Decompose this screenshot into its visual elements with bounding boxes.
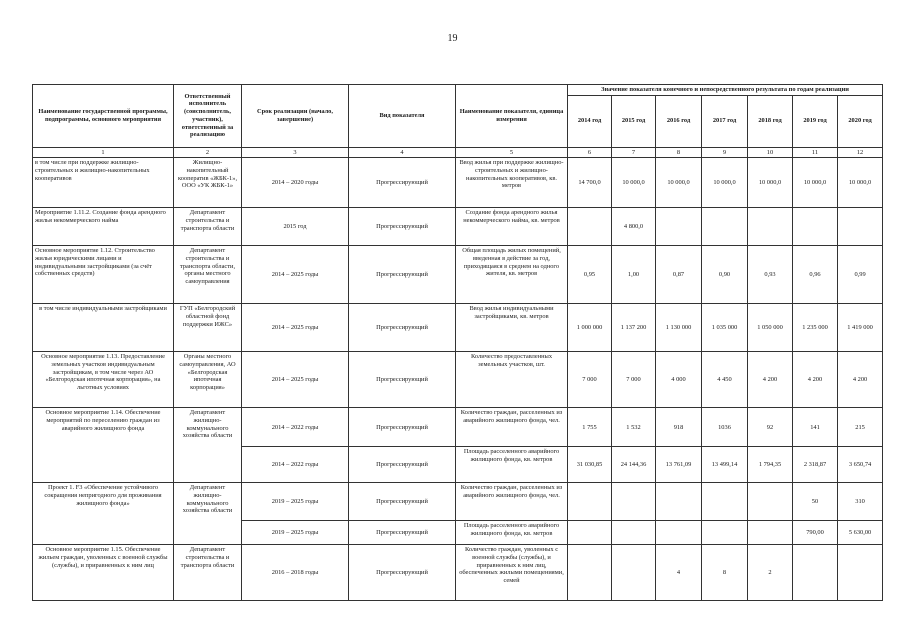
value-cell: 0,87 [656, 246, 702, 304]
indicator-type: Прогрессирующий [349, 408, 456, 447]
header-indicator-name: Наименование показателя, единица измерения [456, 85, 568, 148]
indicator-name: Количество граждан, расселенных из аварийного жилищного фонда, чел. [456, 483, 568, 521]
value-cell: 1 235 000 [793, 304, 838, 352]
value-cell: 1036 [702, 408, 748, 447]
value-cell [656, 521, 702, 545]
indicator-name: Ввод жилья при поддержке жилищно-строительных и жилищно-накопительных кооперативов, кв. метров [456, 158, 568, 208]
program-name: Основное мероприятие 1.12. Строительство жилья юридическими лицами и индивидуальными застройщиками (за счёт собственных средств) [33, 246, 174, 304]
program-name: Основное мероприятие 1.13. Предоставление земельных участков индивидуальным застройщикам, в том числе через АО «Белгородская ипотечная корпорация», на льготных условиях [33, 352, 174, 408]
term: 2014 – 2025 годы [242, 246, 349, 304]
executor: Жилищно-накопительный кооператив «ЖБК-1», ООО «УК ЖБК-1» [174, 158, 242, 208]
column-number: 6 [568, 147, 612, 158]
value-cell: 3 650,74 [838, 447, 883, 483]
value-cell [568, 208, 612, 246]
header-year: 2014 год [568, 95, 612, 147]
value-cell: 31 030,85 [568, 447, 612, 483]
program-name: Основное мероприятие 1.15. Обеспечение жильем граждан, уволенных с военной службы (службы), и приравненных к ним лиц [33, 545, 174, 601]
program-name: Основное мероприятие 1.14. Обеспечение мероприятий по переселению граждан из аварийного жилищного фонда [33, 408, 174, 483]
value-cell [568, 521, 612, 545]
indicator-type: Прогрессирующий [349, 483, 456, 521]
value-cell: 10 000,0 [702, 158, 748, 208]
term: 2019 – 2025 годы [242, 521, 349, 545]
indicator-name: Создание фонда арендного жилья некоммерческого найма, кв. метров [456, 208, 568, 246]
indicator-name: Количество предоставленных земельных участков, шт. [456, 352, 568, 408]
value-cell: 7 000 [612, 352, 656, 408]
table-row [33, 408, 883, 447]
column-number: 5 [456, 147, 568, 158]
value-cell [612, 521, 656, 545]
header-year: 2017 год [702, 95, 748, 147]
value-cell: 0,90 [702, 246, 748, 304]
value-cell: 10 000,0 [838, 158, 883, 208]
value-cell: 141 [793, 408, 838, 447]
executor: Органы местного самоуправления, АО «Белгородская ипотечная корпорация» [174, 352, 242, 408]
header-term: Срок реализации (начало, завершение) [242, 85, 349, 148]
executor: Департамент жилищно-коммунального хозяйства области [174, 408, 242, 483]
program-name: в том числе при поддержке жилищно-строительных и жилищно-накопительных кооперативов [33, 158, 174, 208]
term: 2014 – 2022 годы [242, 408, 349, 447]
indicator-type: Прогрессирующий [349, 246, 456, 304]
term: 2014 – 2025 годы [242, 304, 349, 352]
value-cell: 310 [838, 483, 883, 521]
value-cell [748, 483, 793, 521]
value-cell: 1 755 [568, 408, 612, 447]
value-cell: 0,96 [793, 246, 838, 304]
value-cell: 4 800,0 [612, 208, 656, 246]
value-cell: 1 137 200 [612, 304, 656, 352]
column-number: 2 [174, 147, 242, 158]
column-number: 10 [748, 147, 793, 158]
value-cell: 1 035 000 [702, 304, 748, 352]
indicator-name: Площадь расселенного аварийного жилищного фонда, кв. метров [456, 521, 568, 545]
value-cell [656, 483, 702, 521]
table-row [33, 352, 883, 408]
indicator-name: Общая площадь жилых помещений, введенная в действие за год, приходящаяся в среднем на одного жителя, кв. метров [456, 246, 568, 304]
value-cell: 5 630,00 [838, 521, 883, 545]
indicator-name: Ввод жилья индивидуальными застройщиками, кв. метров [456, 304, 568, 352]
value-cell: 0,93 [748, 246, 793, 304]
value-cell: 4 000 [656, 352, 702, 408]
table-row [33, 158, 883, 208]
value-cell: 4 450 [702, 352, 748, 408]
program-name: Мероприятие 1.11.2. Создание фонда арендного жилья некоммерческого найма [33, 208, 174, 246]
value-cell: 0,95 [568, 246, 612, 304]
term: 2016 – 2018 годы [242, 545, 349, 601]
value-cell [702, 483, 748, 521]
value-cell: 7 000 [568, 352, 612, 408]
executor: Департамент строительства и транспорта области, органы местного самоуправления [174, 246, 242, 304]
indicator-type: Прогрессирующий [349, 545, 456, 601]
column-number: 11 [793, 147, 838, 158]
header-year: 2015 год [612, 95, 656, 147]
value-cell: 1 419 000 [838, 304, 883, 352]
indicator-type: Прогрессирующий [349, 208, 456, 246]
value-cell [793, 545, 838, 601]
value-cell [702, 208, 748, 246]
executor: ГУП «Белгородский областной фонд поддержки ИЖС» [174, 304, 242, 352]
value-cell [748, 208, 793, 246]
term: 2019 – 2025 годы [242, 483, 349, 521]
indicator-type: Прогрессирующий [349, 158, 456, 208]
header-year: 2020 год [838, 95, 883, 147]
indicators-table [32, 84, 883, 601]
value-cell: 4 200 [793, 352, 838, 408]
page-number: 19 [447, 33, 458, 44]
header-year: 2016 год [656, 95, 702, 147]
indicator-type: Прогрессирующий [349, 352, 456, 408]
value-cell [838, 208, 883, 246]
program-name: Проект 1. F3 «Обеспечение устойчивого сокращения непригодного для проживания жилищного фонда» [33, 483, 174, 545]
indicator-name: Количество граждан, уволенных с военной службы (службы), и приравненных к ним лиц, обеспеченных жилыми помещениями, семей [456, 545, 568, 601]
value-cell [702, 521, 748, 545]
value-cell: 10 000,0 [748, 158, 793, 208]
table-row [33, 208, 883, 246]
value-cell: 1 130 000 [656, 304, 702, 352]
value-cell: 1,00 [612, 246, 656, 304]
value-cell [612, 483, 656, 521]
indicator-type: Прогрессирующий [349, 521, 456, 545]
header-indicator-type: Вид показателя [349, 85, 456, 148]
value-cell: 790,00 [793, 521, 838, 545]
executor: Департамент жилищно-коммунального хозяйства области [174, 483, 242, 545]
value-cell: 4 [656, 545, 702, 601]
value-cell: 10 000,0 [612, 158, 656, 208]
value-cell [568, 545, 612, 601]
indicator-name: Количество граждан, расселенных из аварийного жилищного фонда, чел. [456, 408, 568, 447]
value-cell: 1 000 000 [568, 304, 612, 352]
term: 2014 – 2020 годы [242, 158, 349, 208]
value-cell: 50 [793, 483, 838, 521]
value-cell [793, 208, 838, 246]
indicator-type: Прогрессирующий [349, 447, 456, 483]
value-cell: 13 761,09 [656, 447, 702, 483]
value-cell: 8 [702, 545, 748, 601]
value-cell [838, 545, 883, 601]
value-cell: 4 200 [838, 352, 883, 408]
value-cell: 10 000,0 [656, 158, 702, 208]
table-row [33, 304, 883, 352]
column-number: 4 [349, 147, 456, 158]
value-cell [748, 521, 793, 545]
value-cell [656, 208, 702, 246]
header-executor: Ответственный исполнитель (соисполнитель, участник), ответственный за реализацию [174, 85, 242, 148]
header-name: Наименование государственной программы, подпрограммы, основного мероприятия [33, 85, 174, 148]
column-number: 7 [612, 147, 656, 158]
value-cell: 10 000,0 [793, 158, 838, 208]
program-name: в том числе индивидуальными застройщиками [33, 304, 174, 352]
value-cell: 1 794,35 [748, 447, 793, 483]
value-cell: 1 050 000 [748, 304, 793, 352]
value-cell: 14 700,0 [568, 158, 612, 208]
column-number: 1 [33, 147, 174, 158]
header-values-group: Значение показателя конечного и непосредственного результата по годам реализации [568, 85, 883, 96]
value-cell: 918 [656, 408, 702, 447]
header-year: 2019 год [793, 95, 838, 147]
value-cell: 1 532 [612, 408, 656, 447]
indicator-name: Площадь расселенного аварийного жилищного фонда, кв. метров [456, 447, 568, 483]
column-number: 12 [838, 147, 883, 158]
value-cell: 215 [838, 408, 883, 447]
value-cell [612, 545, 656, 601]
column-number: 3 [242, 147, 349, 158]
executor: Департамент строительства и транспорта области [174, 545, 242, 601]
value-cell [568, 483, 612, 521]
table-row [33, 483, 883, 521]
executor: Департамент строительства и транспорта области [174, 208, 242, 246]
indicator-type: Прогрессирующий [349, 304, 456, 352]
value-cell: 13 499,14 [702, 447, 748, 483]
value-cell: 92 [748, 408, 793, 447]
value-cell: 4 200 [748, 352, 793, 408]
value-cell: 2 318,87 [793, 447, 838, 483]
column-numbers-row [33, 147, 883, 158]
value-cell: 2 [748, 545, 793, 601]
term: 2015 год [242, 208, 349, 246]
term: 2014 – 2022 годы [242, 447, 349, 483]
term: 2014 – 2025 годы [242, 352, 349, 408]
header-row-1 [33, 85, 883, 96]
table-row [33, 246, 883, 304]
header-year: 2018 год [748, 95, 793, 147]
table-row [33, 545, 883, 601]
value-cell: 24 144,36 [612, 447, 656, 483]
column-number: 9 [702, 147, 748, 158]
column-number: 8 [656, 147, 702, 158]
value-cell: 0,99 [838, 246, 883, 304]
